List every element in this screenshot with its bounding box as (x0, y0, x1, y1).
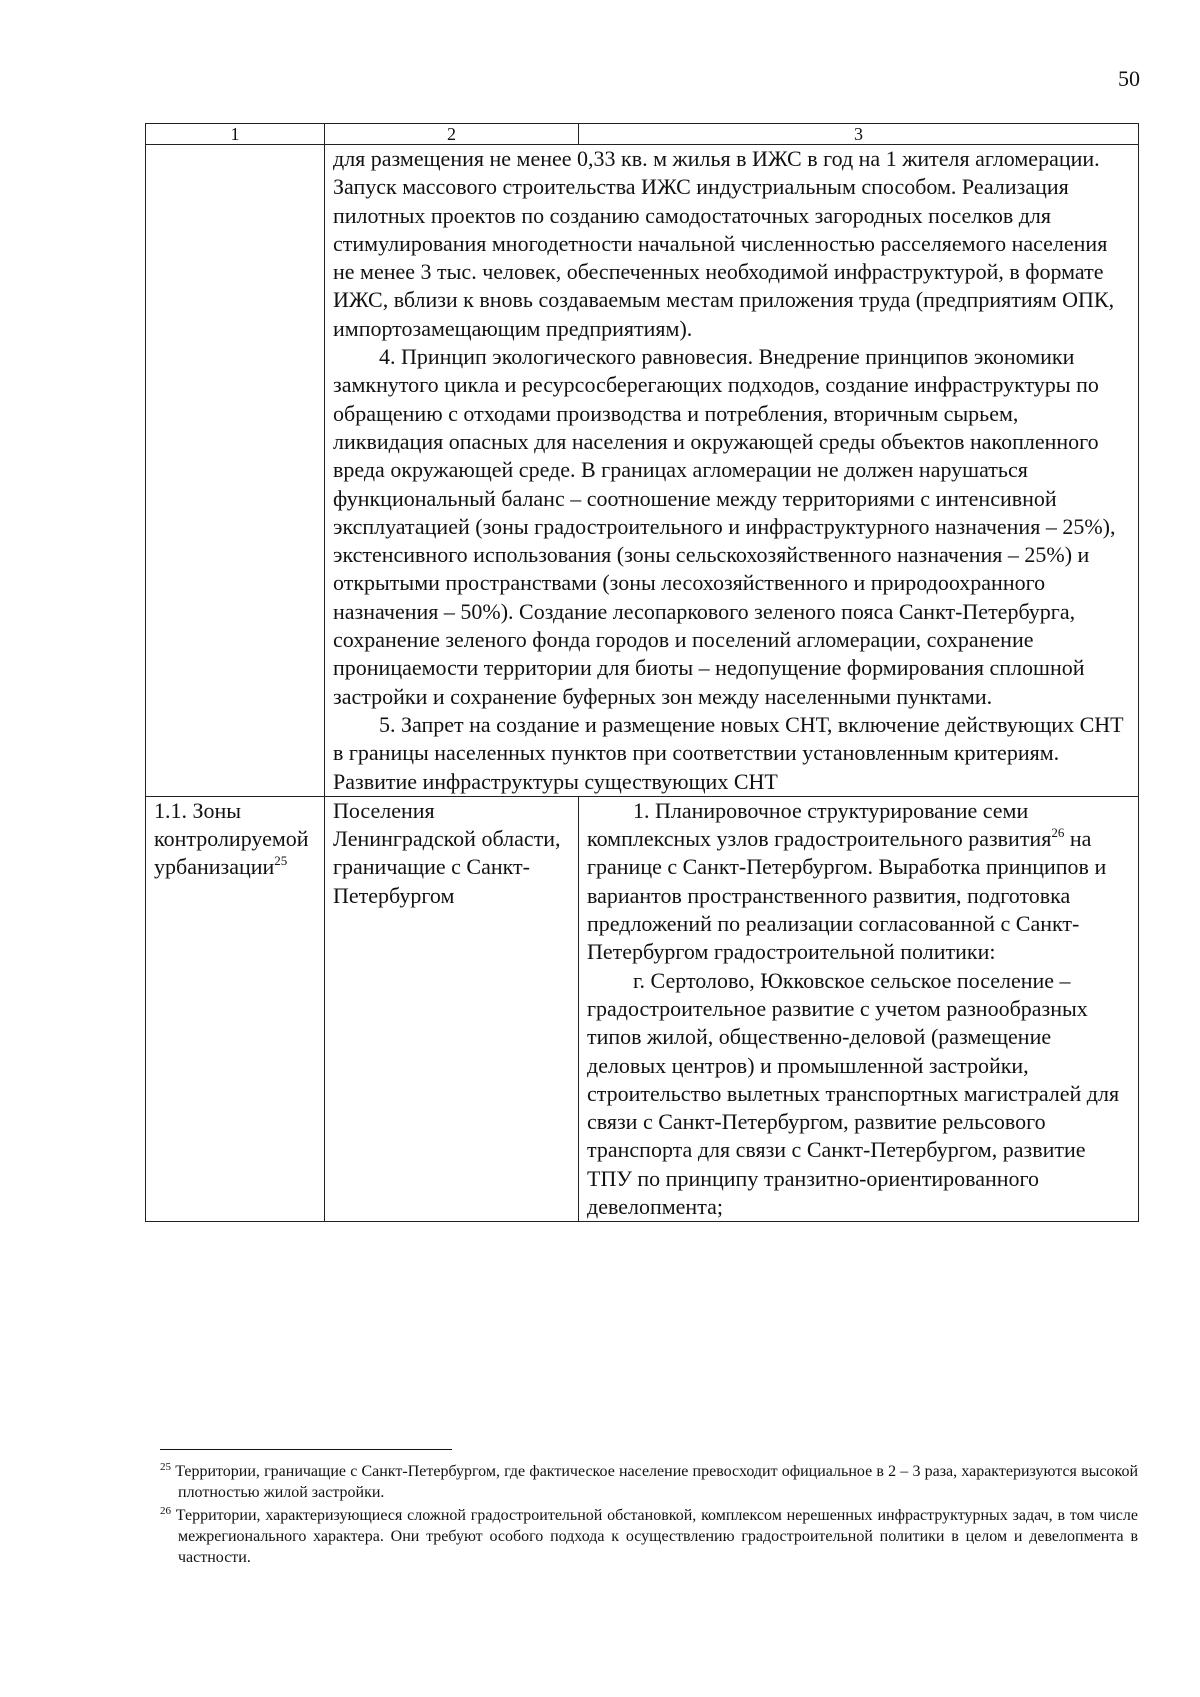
footnote-26: $^{26}$ Территории, характеризующиеся сложной градостроительной обстановкой, комплексом нерешенных инфраструктурных задач, в том числе межрегионального характера. Они требуют особого подхода к осуществлению градостроительной политики в целом и девелопмента в частности. (160, 1505, 1138, 1566)
paragraph-izhs: для размещения не менее 0,33 кв. м жилья в ИЖС в год на 1 жителя агломерации. Запуск массового строительства ИЖС индустриальным способом. Реализация пилотных проектов по созданию самодостаточных загородных поселков для стимулирования многодетности начальной численностью расселяемого населения не менее 3 тыс. человек, обеспеченных необходимой инфраструктурой, в формате ИЖС, вблизи к вновь создаваемым местам приложения труда (предприятиям ОПК, импортозамещающим предприятиям). (333, 146, 1115, 341)
table-header-row (146, 124, 1139, 145)
footnotes (160, 1461, 1138, 1568)
paragraph-ecology-principle: 4. Принцип экологического равновесия. Внедрение принципов экономики замкнутого цикла и ресурсосберегающих подходов, создание инфраструктуры по обращению с отходами производства и потребления, вторичным сырьем, ликвидация опасных для населения и окружающей среды объектов накопленного вреда окружающей среде. В границах агломерации не должен нарушаться функциональный баланс – соотношение между территориями с интенсивной эксплуатацией (зоны градостроительного и инфраструктурного назначения – 25%), экстенсивного использования (зоны сельскохозяйственного назначения – 25%) и открытыми пространствами (зоны лесохозяйственного и природоохранного назначения – 50%). Создание лесопаркового зеленого пояса Санкт-Петербурга, сохранение зеленого фонда городов и поселений агломерации, сохранение проницаемости территории для биоты – недопущение формирования сплошной застройки и сохранение буферных зон между населенными пунктами. (333, 344, 1116, 709)
footnote-ref-26: 26 (1051, 825, 1065, 841)
paragraph-snt-ban: 5. Запрет на создание и размещение новых СНТ, включение действующих СНТ в границы населенных пунктов при соответствии установленным критериям. Развитие инфраструктуры существующих СНТ (333, 711, 1124, 794)
table-row-continuation (146, 145, 1139, 797)
settlements-cell: Поселения Ленинградской области, граничащие с Санкт-Петербургом (325, 796, 579, 1221)
header-col-1: 1 (146, 124, 325, 145)
zone-name: 1.1. Зоны контролируемой урбанизации (154, 797, 309, 880)
header-col-2: 2 (325, 124, 579, 145)
header-col-3: 3 (579, 124, 1139, 145)
paragraph-planning: 1. Планировочное структурирование семи комплексных узлов градостроительного развития$^{26}$ на границе с Санкт-Петербургом. Выработка принципов и вариантов пространственного развития, подготовка предложений по реализации согласованной с Санкт-Петербургом градостроительной политики: (587, 797, 1107, 965)
page-number: 50 (1118, 66, 1140, 91)
paragraph-sertolovo: г. Сертолово, Юкковское сельское поселение – градостроительное развитие с учетом разнообразных типов жилой, общественно-деловой (размещение деловых центров) и промышленной застройки, строительство вылетных транспортных магистралей для связи с Санкт-Петербургом, развитие рельсового транспорта для связи с Санкт-Петербургом, развитие ТПУ по принципу транзитно-ориентированного девелопмента; (587, 967, 1120, 1219)
table-row-zones (146, 796, 1139, 1221)
continuation-cell (325, 145, 1139, 797)
content-table (145, 123, 1139, 1222)
footnote-25: $^{25}$ Территории, граничащие с Санкт-Петербургом, где фактическое население превосходит официальное в 2 – 3 раза, характеризуются высокой плотностью жилой застройки. (160, 1461, 1139, 1501)
footnote-ref-25: 25 (274, 853, 288, 869)
measures-cell (579, 796, 1139, 1221)
footnote-separator (160, 1449, 452, 1450)
empty-cell (146, 145, 325, 797)
zone-name-cell (146, 796, 325, 1221)
